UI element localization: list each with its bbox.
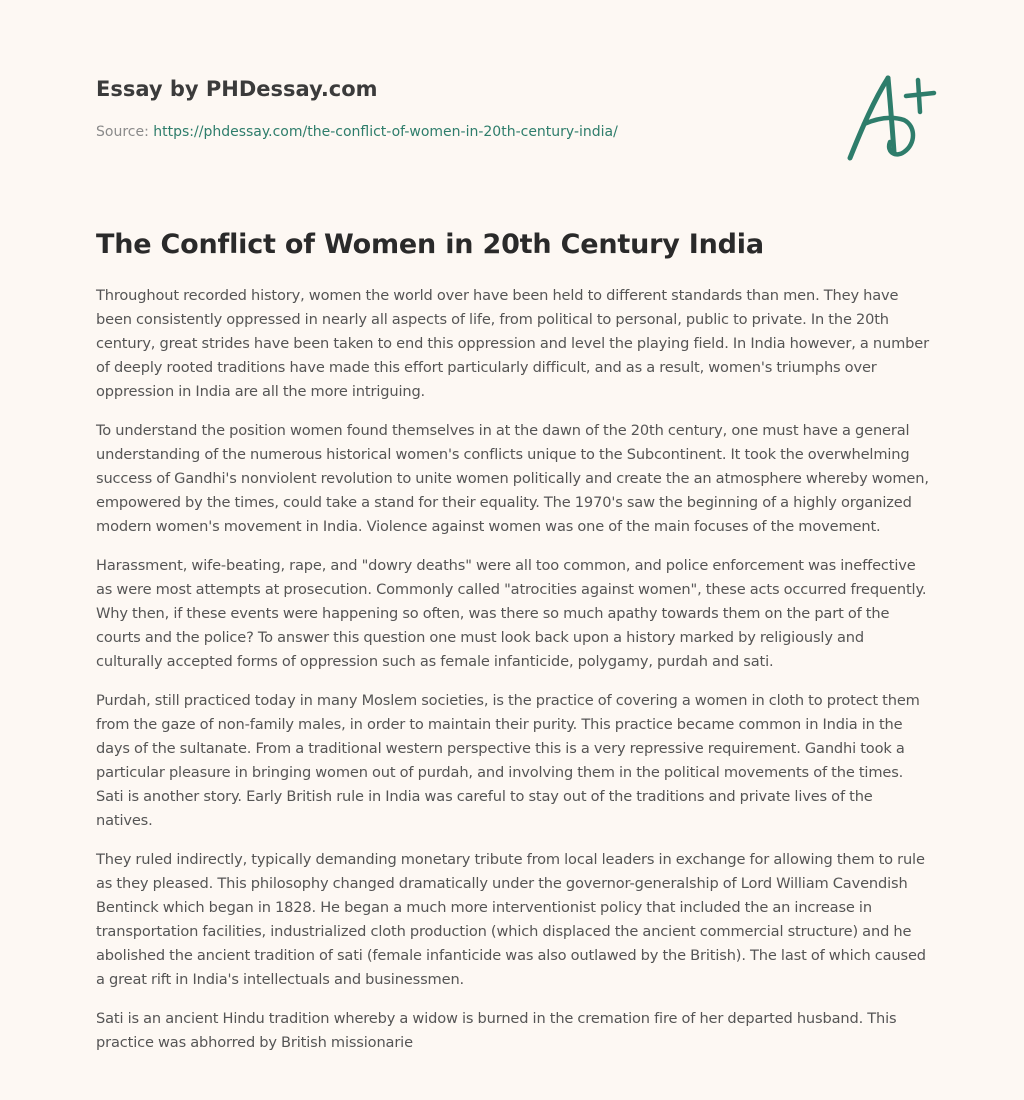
essay-paragraph: Throughout recorded history, women the world over have been held to different standards than men. They have been consistently oppressed in nearly all aspects of life, from political to personal, public to private. In the 20th century, great strides have been taken to end this oppression and level the playing field. In India however, a number of deeply rooted traditions have made this effort particularly difficult, and as a result, women's triumphs over oppression in India are all the more intriguing. <box>96 287 929 400</box>
essay-paragraph: Sati is an ancient Hindu tradition whereby a widow is burned in the cremation fire of her departed husband. This practice was abhorred by British missionarie <box>96 1010 897 1051</box>
source-label: Source: <box>96 124 154 140</box>
essay-paragraph: They ruled indirectly, typically demanding monetary tribute from local leaders in exchange for allowing them to rule as they pleased. This philosophy changed dramatically under the governor-generalship of Lord William Cavendish Bentinck which began in 1828. He began a much more interventionist policy that included the an increase in transportation facilities, industrialized cloth production (which displaced the ancient commercial structure) and he abolished the ancient tradition of sati (female infanticide was also outlawed by the British). The last of which caused a great rift in India's intellectuals and businessmen. <box>96 851 926 988</box>
source-link[interactable]: https://phdessay.com/the-conflict-of-women-in-20th-century-india/ <box>153 124 618 140</box>
a-plus-grade-icon <box>834 66 944 166</box>
page-header <box>96 74 936 184</box>
essay-paragraph: To understand the position women found themselves in at the dawn of the 20th century, one must have a general understanding of the numerous historical women's conflicts unique to the Subcontinent. It took the overwhelming success of Gandhi's nonviolent revolution to unite women politically and create the an atmosphere whereby women, empowered by the times, could take a stand for their equality. The 1970's saw the beginning of a highly organized modern women's movement in India. Violence against women was one of the main focuses of the movement. <box>96 422 929 535</box>
essay-title: The Conflict of Women in 20th Century India <box>96 229 764 260</box>
source-line <box>96 122 618 142</box>
essay-paragraph: Harassment, wife-beating, rape, and "dowry deaths" were all too common, and police enforcement was ineffective as were most attempts at prosecution. Commonly called "atrocities against women", these acts occurred frequently. Why then, if these events were happening so often, was there so much apathy towards them on the part of the courts and the police? To answer this question one must look back upon a history marked by religiously and culturally accepted forms of oppression such as female infanticide, polygamy, purdah and sati. <box>96 557 927 670</box>
essay-paragraph: Purdah, still practiced today in many Moslem societies, is the practice of covering a women in cloth to protect them from the gaze of non-family males, in order to maintain their purity. This practice became common in India in the days of the sultanate. From a traditional western perspective this is a very repressive requirement. Gandhi took a particular pleasure in bringing women out of purdah, and involving them in the political movements of the times. Sati is another story. Early British rule in India was careful to stay out of the traditions and private lives of the natives. <box>96 692 920 829</box>
site-brand: Essay by PHDessay.com <box>96 77 378 101</box>
essay-body <box>96 284 932 1070</box>
